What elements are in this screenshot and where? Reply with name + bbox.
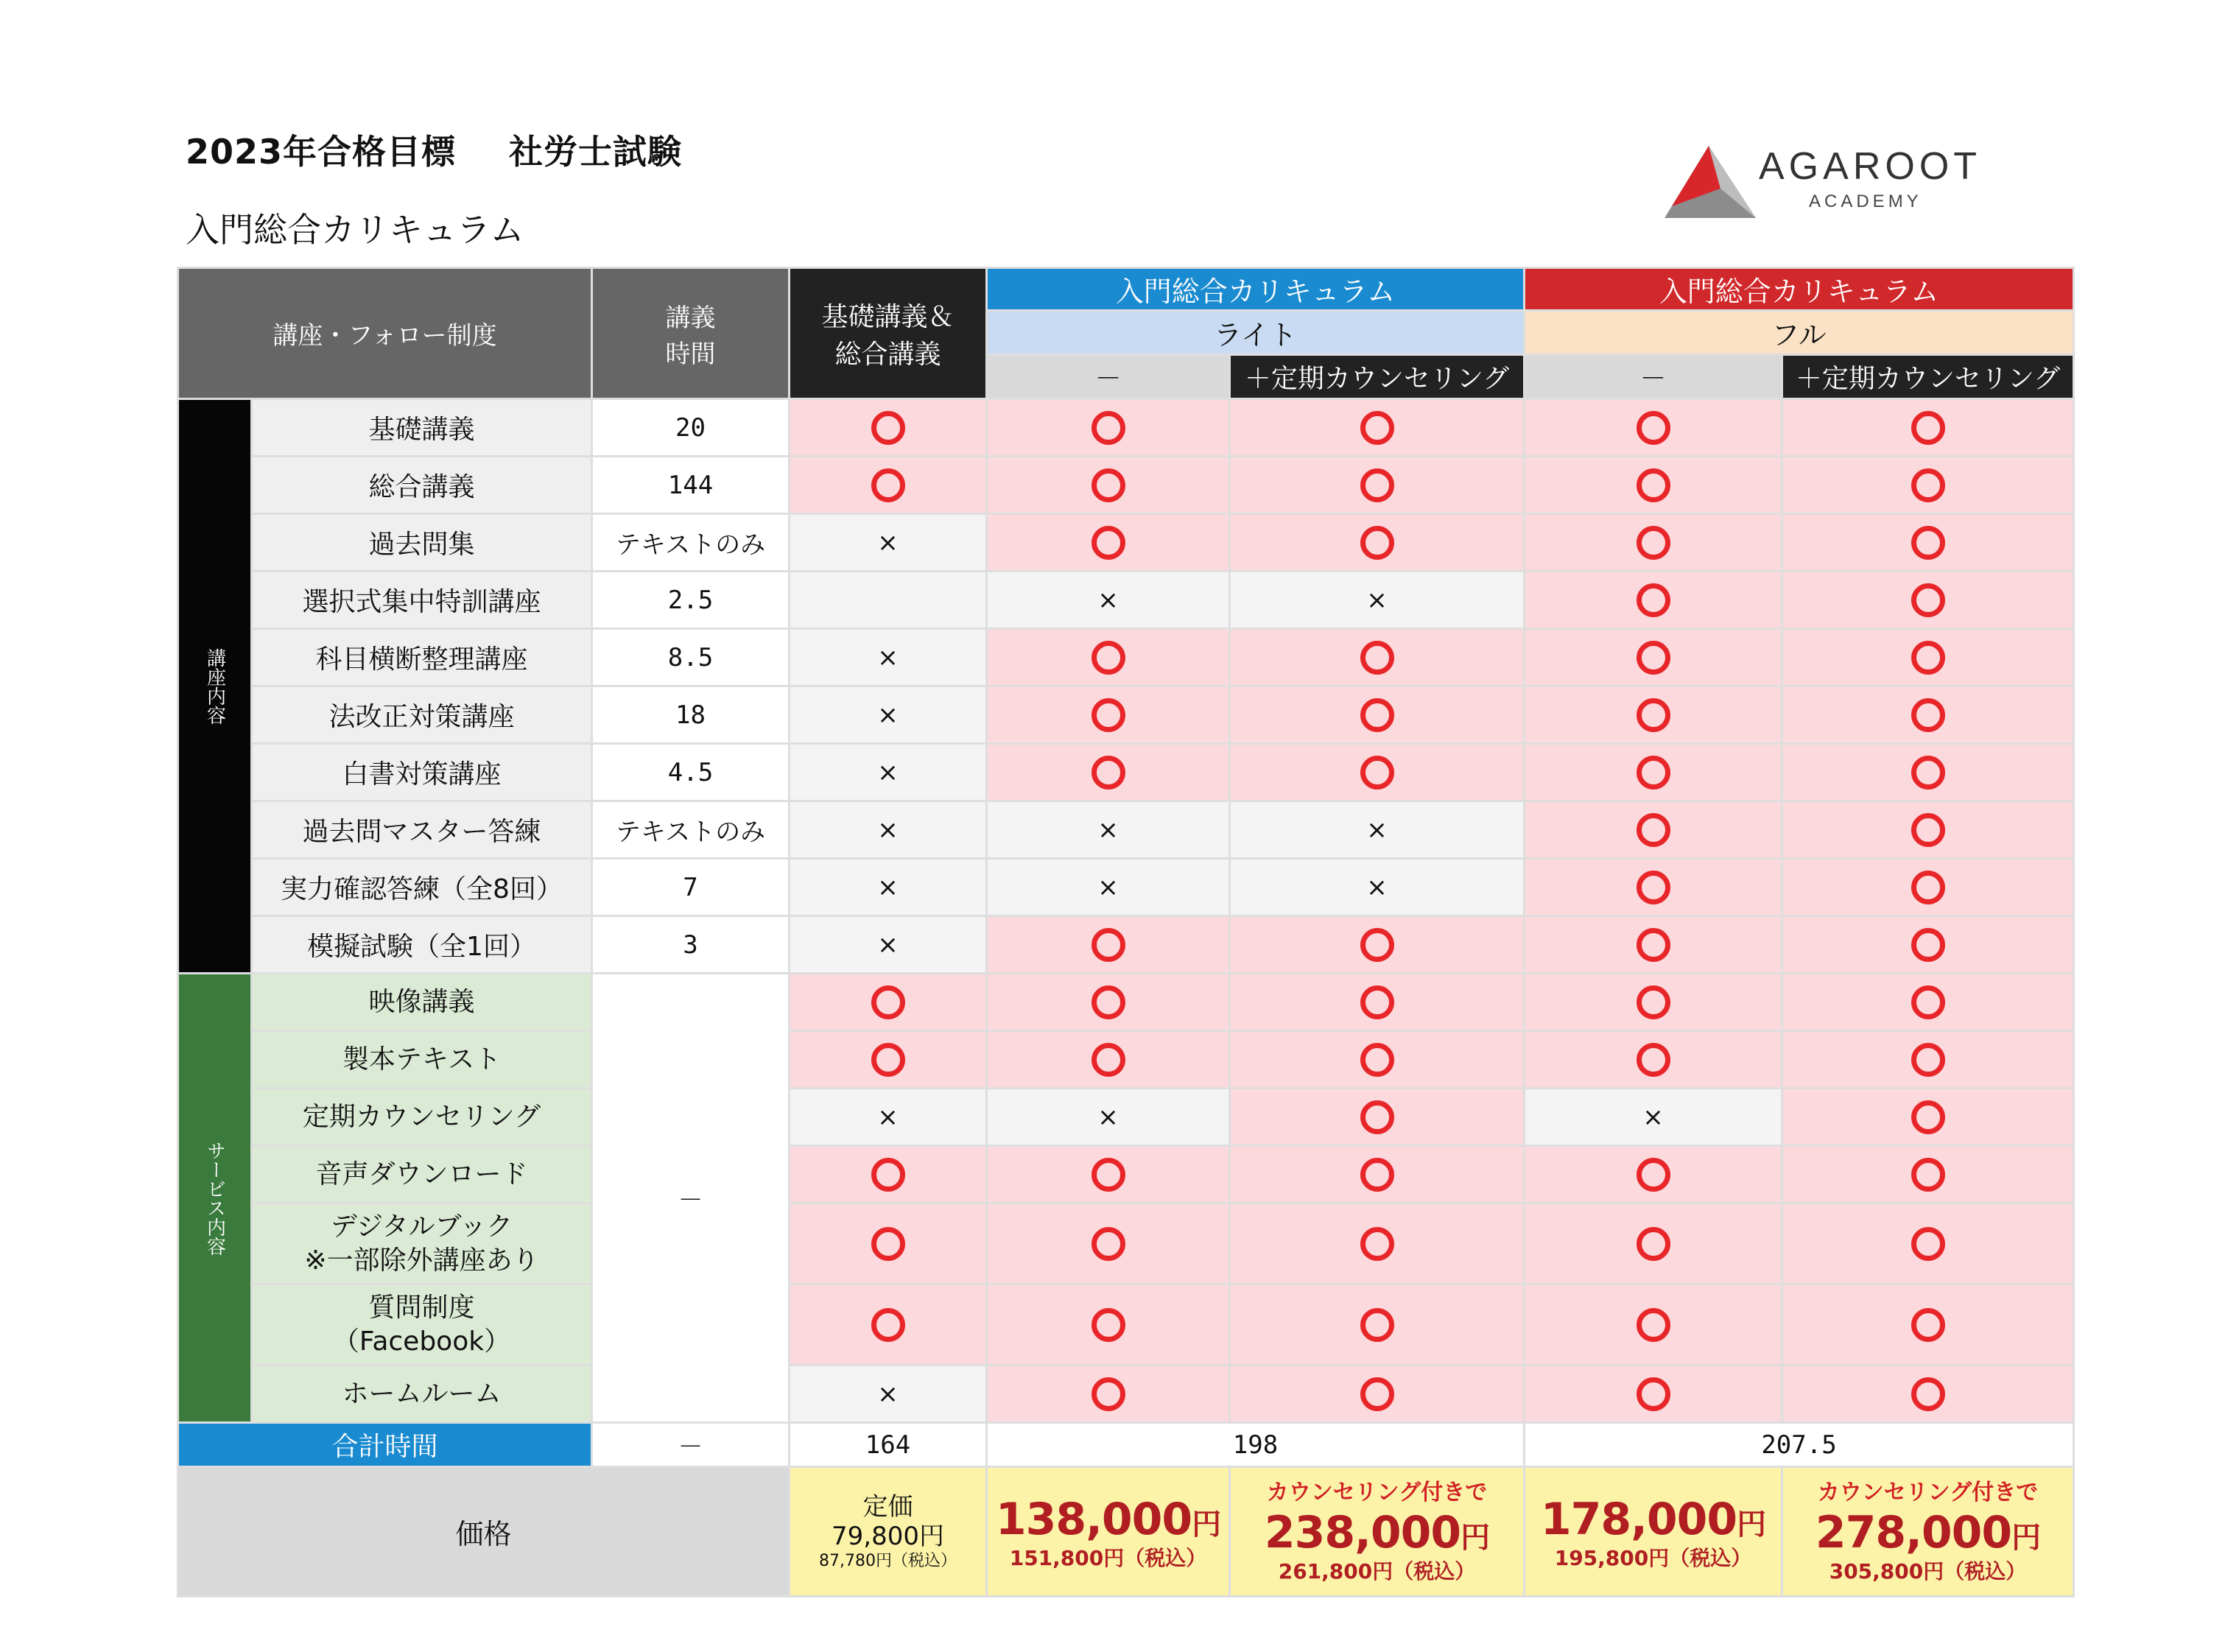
included-mark-cell	[1230, 1365, 1525, 1423]
header-full-group: 入門総合カリキュラム	[1525, 268, 2074, 311]
circle-included-icon	[871, 985, 905, 1019]
row-label: 白書対策講座	[252, 744, 592, 801]
price-light: 138,000円 151,800円（税込）	[987, 1467, 1230, 1597]
total-light: 198	[987, 1423, 1525, 1467]
included-mark-cell	[1782, 686, 2074, 744]
circle-included-icon	[1911, 813, 1945, 847]
included-mark-cell	[1525, 1031, 1782, 1089]
circle-included-icon	[1360, 641, 1394, 675]
circle-included-icon	[1092, 1308, 1125, 1342]
circle-included-icon	[1092, 411, 1125, 445]
circle-included-icon	[1360, 1227, 1394, 1261]
excluded-mark-cell: ×	[790, 629, 987, 686]
included-mark-cell	[1230, 399, 1525, 457]
row-hours: 144	[592, 457, 790, 514]
circle-included-icon	[1911, 411, 1945, 445]
included-mark-cell	[1230, 1284, 1525, 1365]
circle-included-icon	[1360, 411, 1394, 445]
circle-included-icon	[1911, 698, 1945, 732]
included-mark-cell	[987, 1365, 1230, 1423]
included-mark-cell	[1525, 1203, 1782, 1284]
included-mark-cell	[1782, 859, 2074, 916]
circle-included-icon	[1911, 928, 1945, 962]
included-mark-cell	[790, 1284, 987, 1365]
included-mark-cell	[1230, 686, 1525, 744]
included-mark-cell	[1230, 1031, 1525, 1089]
included-mark-cell	[1525, 514, 1782, 572]
circle-included-icon	[1911, 1100, 1945, 1134]
included-mark-cell	[1782, 974, 2074, 1031]
included-mark-cell	[1230, 916, 1525, 974]
excluded-mark-cell: ×	[987, 572, 1230, 629]
circle-included-icon	[1637, 698, 1670, 732]
header-full-base: －	[1525, 355, 1782, 399]
circle-included-icon	[1911, 871, 1945, 904]
circle-included-icon	[871, 411, 905, 445]
table-row	[178, 686, 2074, 744]
service-hours: －	[592, 974, 790, 1423]
table-row	[178, 801, 2074, 859]
excluded-mark-cell: ×	[790, 859, 987, 916]
included-mark-cell	[790, 1203, 987, 1284]
row-label: 科目横断整理講座	[252, 629, 592, 686]
circle-included-icon	[1637, 985, 1670, 1019]
excluded-mark-cell: ×	[1230, 859, 1525, 916]
circle-included-icon	[871, 1158, 905, 1192]
header-light-counseling: ＋定期カウンセリング	[1230, 355, 1525, 399]
excluded-mark-cell: ×	[790, 744, 987, 801]
included-mark-cell	[1525, 457, 1782, 514]
circle-included-icon	[1360, 698, 1394, 732]
section-service-content: サービス内容	[178, 974, 252, 1423]
circle-included-icon	[1092, 1043, 1125, 1077]
header-full-counseling: ＋定期カウンセリング	[1782, 355, 2074, 399]
curriculum-table	[177, 267, 2075, 1597]
circle-included-icon	[1911, 641, 1945, 675]
service-row-label: 製本テキスト	[252, 1031, 592, 1089]
included-mark-cell	[1525, 916, 1782, 974]
table-row	[178, 916, 2074, 974]
included-mark-cell	[1525, 686, 1782, 744]
included-mark-cell	[1782, 1284, 2074, 1365]
included-mark-cell	[1230, 1203, 1525, 1284]
circle-included-icon	[1360, 928, 1394, 962]
table-row	[178, 744, 2074, 801]
section-course-content: 講座内容	[178, 399, 252, 974]
excluded-mark-cell: ×	[1230, 572, 1525, 629]
total-hours-col: －	[592, 1423, 790, 1467]
table-row	[178, 1203, 2074, 1284]
table-row	[178, 629, 2074, 686]
circle-included-icon	[1092, 1158, 1125, 1192]
header-course-col: 講座・フォロー制度	[178, 268, 592, 399]
circle-included-icon	[1637, 1158, 1670, 1192]
row-label: 過去問マスター答練	[252, 801, 592, 859]
total-hours-label: 合計時間	[178, 1423, 592, 1467]
included-mark-cell	[1525, 859, 1782, 916]
excluded-mark-cell: ×	[987, 1089, 1230, 1146]
circle-included-icon	[1637, 583, 1670, 617]
service-row-label: 定期カウンセリング	[252, 1089, 592, 1146]
circle-included-icon	[871, 1308, 905, 1342]
included-mark-cell	[1525, 399, 1782, 457]
circle-included-icon	[1637, 756, 1670, 790]
price-label: 価格	[178, 1467, 790, 1597]
service-row-label: 音声ダウンロード	[252, 1146, 592, 1203]
row-hours: 8.5	[592, 629, 790, 686]
document-subtitle: 入門総合カリキュラム	[186, 210, 524, 250]
header-light-base: －	[987, 355, 1230, 399]
row-hours: 7	[592, 859, 790, 916]
included-mark-cell	[987, 974, 1230, 1031]
circle-included-icon	[1911, 468, 1945, 502]
included-mark-cell	[1525, 629, 1782, 686]
excluded-mark-cell: ×	[790, 686, 987, 744]
included-mark-cell	[1230, 457, 1525, 514]
included-mark-cell	[987, 916, 1230, 974]
table-row	[178, 1089, 2074, 1146]
included-mark-cell	[1230, 1089, 1525, 1146]
included-mark-cell	[1782, 1203, 2074, 1284]
row-label: 法改正対策講座	[252, 686, 592, 744]
excluded-mark-cell: ×	[790, 1089, 987, 1146]
circle-included-icon	[1911, 1308, 1945, 1342]
included-mark-cell	[987, 629, 1230, 686]
excluded-mark-cell: ×	[987, 801, 1230, 859]
service-row-label: 映像講義	[252, 974, 592, 1031]
table-row	[178, 572, 2074, 629]
table-row	[178, 1031, 2074, 1089]
table-row	[178, 859, 2074, 916]
circle-included-icon	[1092, 756, 1125, 790]
included-mark-cell	[790, 1031, 987, 1089]
row-label: 総合講義	[252, 457, 592, 514]
excluded-mark-cell: ×	[790, 801, 987, 859]
included-mark-cell	[1525, 801, 1782, 859]
total-full: 207.5	[1525, 1423, 2074, 1467]
included-mark-cell	[790, 1146, 987, 1203]
excluded-mark-cell: ×	[987, 859, 1230, 916]
circle-included-icon	[1637, 871, 1670, 904]
table-row	[178, 399, 2074, 457]
circle-included-icon	[1637, 1043, 1670, 1077]
circle-included-icon	[871, 1227, 905, 1261]
service-row-label: デジタルブック ※一部除外講座あり	[252, 1203, 592, 1284]
circle-included-icon	[1637, 526, 1670, 560]
blank-cell	[790, 572, 987, 629]
header-light-label: ライト	[987, 311, 1525, 355]
included-mark-cell	[1525, 572, 1782, 629]
circle-included-icon	[1911, 1377, 1945, 1411]
agaroot-logo-mark-icon	[1665, 144, 1760, 222]
logo-brand-text: AGAROOT	[1759, 145, 1982, 188]
circle-included-icon	[1092, 698, 1125, 732]
included-mark-cell	[987, 1146, 1230, 1203]
document-title	[186, 125, 682, 174]
price-basic: 定価 79,800円 87,780円（税込）	[790, 1467, 987, 1597]
included-mark-cell	[987, 686, 1230, 744]
included-mark-cell	[1782, 1146, 2074, 1203]
circle-included-icon	[1637, 411, 1670, 445]
total-basic: 164	[790, 1423, 987, 1467]
included-mark-cell	[1782, 514, 2074, 572]
circle-included-icon	[1360, 468, 1394, 502]
circle-included-icon	[1911, 756, 1945, 790]
circle-included-icon	[1637, 928, 1670, 962]
price-full: 178,000円 195,800円（税込）	[1525, 1467, 1782, 1597]
included-mark-cell	[1782, 1089, 2074, 1146]
title-year-target: 2023年合格目標	[186, 132, 457, 172]
circle-included-icon	[1092, 1377, 1125, 1411]
row-label: 過去問集	[252, 514, 592, 572]
price-full-counseling: カウンセリング付きで 278,000円 305,800円（税込）	[1782, 1467, 2074, 1597]
table-row	[178, 1365, 2074, 1423]
excluded-mark-cell: ×	[790, 916, 987, 974]
service-row-label: ホームルーム	[252, 1365, 592, 1423]
row-hours: 4.5	[592, 744, 790, 801]
circle-included-icon	[1092, 985, 1125, 1019]
circle-included-icon	[1911, 1158, 1945, 1192]
included-mark-cell	[987, 1203, 1230, 1284]
excluded-mark-cell: ×	[1230, 801, 1525, 859]
included-mark-cell	[1230, 744, 1525, 801]
row-hours: 2.5	[592, 572, 790, 629]
row-label: 選択式集中特訓講座	[252, 572, 592, 629]
circle-included-icon	[1911, 985, 1945, 1019]
circle-included-icon	[1360, 526, 1394, 560]
included-mark-cell	[1782, 1365, 2074, 1423]
included-mark-cell	[1230, 514, 1525, 572]
row-label: 実力確認答練（全8回）	[252, 859, 592, 916]
included-mark-cell	[1782, 399, 2074, 457]
included-mark-cell	[790, 974, 987, 1031]
circle-included-icon	[1911, 526, 1945, 560]
included-mark-cell	[987, 457, 1230, 514]
included-mark-cell	[1782, 629, 2074, 686]
circle-included-icon	[1092, 1227, 1125, 1261]
included-mark-cell	[987, 514, 1230, 572]
circle-included-icon	[1637, 1227, 1670, 1261]
included-mark-cell	[987, 1284, 1230, 1365]
header-full-label: フル	[1525, 311, 2074, 355]
row-hours: テキストのみ	[592, 514, 790, 572]
circle-included-icon	[1637, 1308, 1670, 1342]
circle-included-icon	[1360, 1100, 1394, 1134]
circle-included-icon	[1637, 641, 1670, 675]
included-mark-cell	[790, 399, 987, 457]
included-mark-cell	[1782, 801, 2074, 859]
included-mark-cell	[790, 457, 987, 514]
included-mark-cell	[1230, 629, 1525, 686]
table-row	[178, 974, 2074, 1031]
included-mark-cell	[1782, 744, 2074, 801]
table-row	[178, 1146, 2074, 1203]
circle-included-icon	[1637, 813, 1670, 847]
circle-included-icon	[1637, 468, 1670, 502]
price-light-counseling: カウンセリング付きで 238,000円 261,800円（税込）	[1230, 1467, 1525, 1597]
circle-included-icon	[1092, 641, 1125, 675]
header-hours-col: 講義 時間	[592, 268, 790, 399]
included-mark-cell	[1782, 916, 2074, 974]
service-row-label: 質問制度 （Facebook）	[252, 1284, 592, 1365]
circle-included-icon	[1637, 1377, 1670, 1411]
title-exam-name: 社労士試験	[509, 132, 683, 172]
table-row	[178, 514, 2074, 572]
circle-included-icon	[1092, 526, 1125, 560]
row-label: 基礎講義	[252, 399, 592, 457]
header-basic-plan: 基礎講義＆ 総合講義	[790, 268, 987, 399]
circle-included-icon	[871, 1043, 905, 1077]
table-row	[178, 1284, 2074, 1365]
included-mark-cell	[1525, 974, 1782, 1031]
included-mark-cell	[1230, 974, 1525, 1031]
circle-included-icon	[1911, 583, 1945, 617]
included-mark-cell	[1230, 1146, 1525, 1203]
circle-included-icon	[871, 468, 905, 502]
excluded-mark-cell: ×	[790, 1365, 987, 1423]
circle-included-icon	[1911, 1043, 1945, 1077]
row-hours: テキストのみ	[592, 801, 790, 859]
circle-included-icon	[1360, 1377, 1394, 1411]
included-mark-cell	[1525, 744, 1782, 801]
row-hours: 3	[592, 916, 790, 974]
circle-included-icon	[1360, 1158, 1394, 1192]
circle-included-icon	[1092, 928, 1125, 962]
row-hours: 20	[592, 399, 790, 457]
logo-sub-text: ACADEMY	[1809, 191, 1922, 211]
circle-included-icon	[1360, 756, 1394, 790]
circle-included-icon	[1911, 1227, 1945, 1261]
excluded-mark-cell: ×	[790, 514, 987, 572]
table-row	[178, 457, 2074, 514]
circle-included-icon	[1360, 985, 1394, 1019]
agaroot-logo	[1665, 144, 1989, 225]
circle-included-icon	[1360, 1308, 1394, 1342]
included-mark-cell	[1525, 1146, 1782, 1203]
included-mark-cell	[1782, 572, 2074, 629]
circle-included-icon	[1092, 468, 1125, 502]
included-mark-cell	[987, 744, 1230, 801]
row-label: 模擬試験（全1回）	[252, 916, 592, 974]
included-mark-cell	[1782, 457, 2074, 514]
included-mark-cell	[987, 1031, 1230, 1089]
excluded-mark-cell: ×	[1525, 1089, 1782, 1146]
included-mark-cell	[987, 399, 1230, 457]
included-mark-cell	[1525, 1365, 1782, 1423]
circle-included-icon	[1360, 1043, 1394, 1077]
included-mark-cell	[1525, 1284, 1782, 1365]
row-hours: 18	[592, 686, 790, 744]
header-light-group: 入門総合カリキュラム	[987, 268, 1525, 311]
included-mark-cell	[1782, 1031, 2074, 1089]
